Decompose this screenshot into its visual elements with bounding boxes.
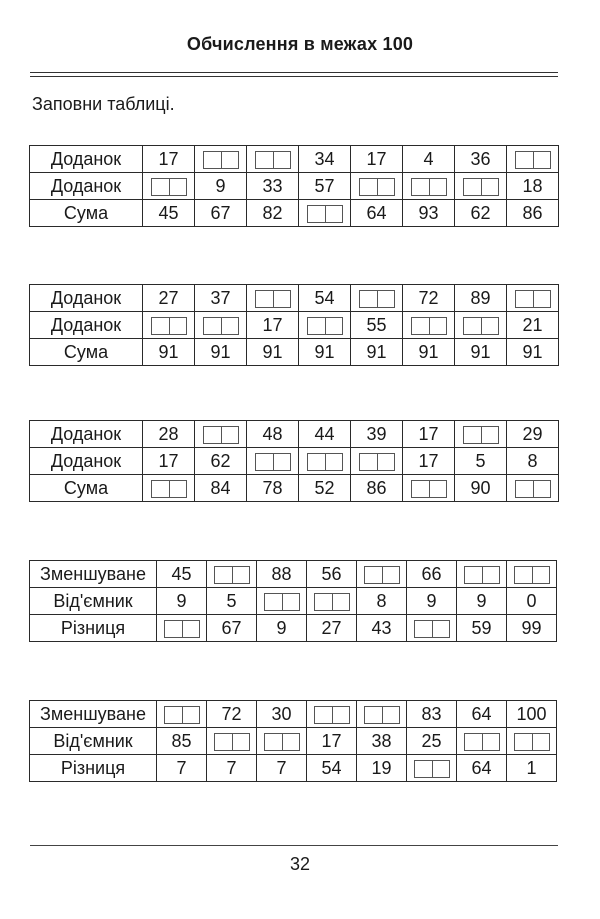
- empty-answer-box[interactable]: [203, 426, 239, 444]
- answer-box[interactable]: [507, 285, 559, 312]
- number-cell: 89: [455, 285, 507, 312]
- empty-answer-box[interactable]: [463, 426, 499, 444]
- answer-box[interactable]: [403, 173, 455, 200]
- row-label: Зменшуване: [30, 701, 157, 728]
- number-cell: 45: [143, 200, 195, 227]
- number-cell: 9: [257, 615, 307, 642]
- number-cell: 93: [403, 200, 455, 227]
- empty-answer-box[interactable]: [164, 620, 200, 638]
- answer-box[interactable]: [507, 475, 559, 502]
- page-title: Обчислення в межах 100: [186, 34, 414, 54]
- empty-answer-box[interactable]: [359, 178, 395, 196]
- instruction-text: Заповни таблиці.: [32, 94, 175, 114]
- number-cell: 67: [195, 200, 247, 227]
- number-cell: 39: [351, 421, 403, 448]
- answer-box[interactable]: [507, 561, 557, 588]
- number-cell: 52: [299, 475, 351, 502]
- number-cell: 91: [403, 339, 455, 366]
- answer-box[interactable]: [407, 755, 457, 782]
- empty-answer-box[interactable]: [255, 290, 291, 308]
- empty-answer-box[interactable]: [264, 593, 300, 611]
- subtraction-table-2: [29, 700, 557, 782]
- number-cell: 5: [207, 588, 257, 615]
- answer-box[interactable]: [299, 312, 351, 339]
- number-cell: 86: [507, 200, 559, 227]
- number-cell: 30: [257, 701, 307, 728]
- empty-answer-box[interactable]: [307, 317, 343, 335]
- empty-answer-box[interactable]: [151, 317, 187, 335]
- number-cell: 9: [157, 588, 207, 615]
- empty-answer-box[interactable]: [359, 290, 395, 308]
- row-label: Сума: [30, 200, 143, 227]
- answer-box[interactable]: [257, 588, 307, 615]
- answer-box[interactable]: [307, 588, 357, 615]
- number-cell: 9: [457, 588, 507, 615]
- row-label: Доданок: [30, 312, 143, 339]
- answer-box[interactable]: [457, 728, 507, 755]
- number-cell: 48: [247, 421, 299, 448]
- table-row: [30, 312, 559, 339]
- answer-box[interactable]: [299, 448, 351, 475]
- number-cell: 7: [207, 755, 257, 782]
- answer-box[interactable]: [357, 701, 407, 728]
- answer-box[interactable]: [351, 173, 403, 200]
- number-cell: 21: [507, 312, 559, 339]
- empty-answer-box[interactable]: [314, 706, 350, 724]
- answer-box[interactable]: [143, 312, 195, 339]
- number-cell: 91: [351, 339, 403, 366]
- number-cell: 55: [351, 312, 403, 339]
- empty-answer-box[interactable]: [164, 706, 200, 724]
- header-divider: [30, 72, 558, 77]
- answer-box[interactable]: [455, 173, 507, 200]
- answer-box[interactable]: [507, 728, 557, 755]
- table-row: [30, 339, 559, 366]
- empty-answer-box[interactable]: [214, 566, 250, 584]
- number-cell: 100: [507, 701, 557, 728]
- number-cell: 9: [195, 173, 247, 200]
- number-cell: 17: [143, 146, 195, 173]
- number-cell: 99: [507, 615, 557, 642]
- number-cell: 54: [299, 285, 351, 312]
- empty-answer-box[interactable]: [307, 205, 343, 223]
- table-row: [30, 728, 557, 755]
- empty-answer-box[interactable]: [514, 566, 550, 584]
- number-cell: 36: [455, 146, 507, 173]
- number-cell: 90: [455, 475, 507, 502]
- number-cell: 17: [143, 448, 195, 475]
- number-cell: 83: [407, 701, 457, 728]
- number-cell: 67: [207, 615, 257, 642]
- answer-box[interactable]: [195, 421, 247, 448]
- table-row: [30, 285, 559, 312]
- number-cell: 57: [299, 173, 351, 200]
- number-cell: 28: [143, 421, 195, 448]
- answer-box[interactable]: [351, 448, 403, 475]
- table-row: [30, 448, 559, 475]
- number-cell: 64: [457, 755, 507, 782]
- empty-answer-box[interactable]: [203, 151, 239, 169]
- empty-answer-box[interactable]: [151, 178, 187, 196]
- number-cell: 33: [247, 173, 299, 200]
- row-label: Доданок: [30, 173, 143, 200]
- answer-box[interactable]: [351, 285, 403, 312]
- number-cell: 44: [299, 421, 351, 448]
- row-label: Від'ємник: [30, 588, 157, 615]
- table-row: [30, 146, 559, 173]
- page-number: 32: [289, 854, 311, 874]
- number-cell: 64: [457, 701, 507, 728]
- number-cell: 17: [403, 448, 455, 475]
- row-label: Сума: [30, 475, 143, 502]
- empty-answer-box[interactable]: [203, 317, 239, 335]
- table-row: [30, 588, 557, 615]
- number-cell: 18: [507, 173, 559, 200]
- answer-box[interactable]: [157, 701, 207, 728]
- row-label: Різниця: [30, 615, 157, 642]
- answer-box[interactable]: [403, 475, 455, 502]
- row-label: Доданок: [30, 421, 143, 448]
- empty-answer-box[interactable]: [359, 453, 395, 471]
- number-cell: 38: [357, 728, 407, 755]
- number-cell: 34: [299, 146, 351, 173]
- answer-box[interactable]: [247, 285, 299, 312]
- empty-answer-box[interactable]: [414, 620, 450, 638]
- number-cell: 1: [507, 755, 557, 782]
- table-row: [30, 421, 559, 448]
- number-cell: 91: [247, 339, 299, 366]
- empty-answer-box[interactable]: [515, 480, 551, 498]
- empty-answer-box[interactable]: [364, 706, 400, 724]
- answer-box[interactable]: [143, 475, 195, 502]
- empty-answer-box[interactable]: [414, 760, 450, 778]
- number-cell: 0: [507, 588, 557, 615]
- answer-box[interactable]: [507, 146, 559, 173]
- number-cell: 27: [143, 285, 195, 312]
- footer-divider: [30, 845, 558, 846]
- empty-answer-box[interactable]: [463, 317, 499, 335]
- number-cell: 9: [407, 588, 457, 615]
- number-cell: 54: [307, 755, 357, 782]
- empty-answer-box[interactable]: [463, 178, 499, 196]
- number-cell: 5: [455, 448, 507, 475]
- empty-answer-box[interactable]: [264, 733, 300, 751]
- empty-answer-box[interactable]: [307, 453, 343, 471]
- table-row: [30, 200, 559, 227]
- addition-table-3: [29, 420, 559, 502]
- row-label: Різниця: [30, 755, 157, 782]
- answer-box[interactable]: [457, 561, 507, 588]
- number-cell: 17: [247, 312, 299, 339]
- empty-answer-box[interactable]: [364, 566, 400, 584]
- row-label: Доданок: [30, 448, 143, 475]
- empty-answer-box[interactable]: [151, 480, 187, 498]
- empty-answer-box[interactable]: [411, 317, 447, 335]
- answer-box[interactable]: [299, 200, 351, 227]
- number-cell: 19: [357, 755, 407, 782]
- row-label: Доданок: [30, 146, 143, 173]
- number-cell: 27: [307, 615, 357, 642]
- number-cell: 78: [247, 475, 299, 502]
- number-cell: 62: [455, 200, 507, 227]
- row-label: Зменшуване: [30, 561, 157, 588]
- table-row: [30, 615, 557, 642]
- answer-box[interactable]: [455, 421, 507, 448]
- empty-answer-box[interactable]: [515, 151, 551, 169]
- empty-answer-box[interactable]: [411, 178, 447, 196]
- answer-box[interactable]: [247, 146, 299, 173]
- empty-answer-box[interactable]: [464, 733, 500, 751]
- empty-answer-box[interactable]: [255, 453, 291, 471]
- number-cell: 91: [299, 339, 351, 366]
- answer-box[interactable]: [257, 728, 307, 755]
- answer-box[interactable]: [455, 312, 507, 339]
- answer-box[interactable]: [143, 173, 195, 200]
- number-cell: 45: [157, 561, 207, 588]
- number-cell: 82: [247, 200, 299, 227]
- answer-box[interactable]: [207, 561, 257, 588]
- number-cell: 7: [257, 755, 307, 782]
- number-cell: 72: [207, 701, 257, 728]
- number-cell: 8: [507, 448, 559, 475]
- number-cell: 72: [403, 285, 455, 312]
- empty-answer-box[interactable]: [255, 151, 291, 169]
- number-cell: 56: [307, 561, 357, 588]
- table-row: [30, 701, 557, 728]
- answer-box[interactable]: [195, 146, 247, 173]
- number-cell: 91: [143, 339, 195, 366]
- number-cell: 17: [403, 421, 455, 448]
- answer-box[interactable]: [157, 615, 207, 642]
- row-label: Доданок: [30, 285, 143, 312]
- answer-box[interactable]: [357, 561, 407, 588]
- answer-box[interactable]: [403, 312, 455, 339]
- table-row: [30, 475, 559, 502]
- answer-box[interactable]: [247, 448, 299, 475]
- number-cell: 29: [507, 421, 559, 448]
- empty-answer-box[interactable]: [514, 733, 550, 751]
- number-cell: 88: [257, 561, 307, 588]
- number-cell: 85: [157, 728, 207, 755]
- row-label: Сума: [30, 339, 143, 366]
- number-cell: 37: [195, 285, 247, 312]
- number-cell: 62: [195, 448, 247, 475]
- number-cell: 4: [403, 146, 455, 173]
- empty-answer-box[interactable]: [411, 480, 447, 498]
- number-cell: 66: [407, 561, 457, 588]
- answer-box[interactable]: [207, 728, 257, 755]
- subtraction-table-1: [29, 560, 557, 642]
- number-cell: 91: [195, 339, 247, 366]
- number-cell: 84: [195, 475, 247, 502]
- answer-box[interactable]: [407, 615, 457, 642]
- table-row: [30, 561, 557, 588]
- number-cell: 64: [351, 200, 403, 227]
- empty-answer-box[interactable]: [214, 733, 250, 751]
- number-cell: 91: [507, 339, 559, 366]
- row-label: Від'ємник: [30, 728, 157, 755]
- number-cell: 91: [455, 339, 507, 366]
- empty-answer-box[interactable]: [515, 290, 551, 308]
- number-cell: 17: [307, 728, 357, 755]
- table-row: [30, 755, 557, 782]
- table-row: [30, 173, 559, 200]
- number-cell: 7: [157, 755, 207, 782]
- answer-box[interactable]: [195, 312, 247, 339]
- number-cell: 86: [351, 475, 403, 502]
- number-cell: 43: [357, 615, 407, 642]
- number-cell: 25: [407, 728, 457, 755]
- empty-answer-box[interactable]: [464, 566, 500, 584]
- empty-answer-box[interactable]: [314, 593, 350, 611]
- number-cell: 59: [457, 615, 507, 642]
- addition-table-2: [29, 284, 559, 366]
- number-cell: 8: [357, 588, 407, 615]
- number-cell: 17: [351, 146, 403, 173]
- addition-table-1: [29, 145, 559, 227]
- answer-box[interactable]: [307, 701, 357, 728]
